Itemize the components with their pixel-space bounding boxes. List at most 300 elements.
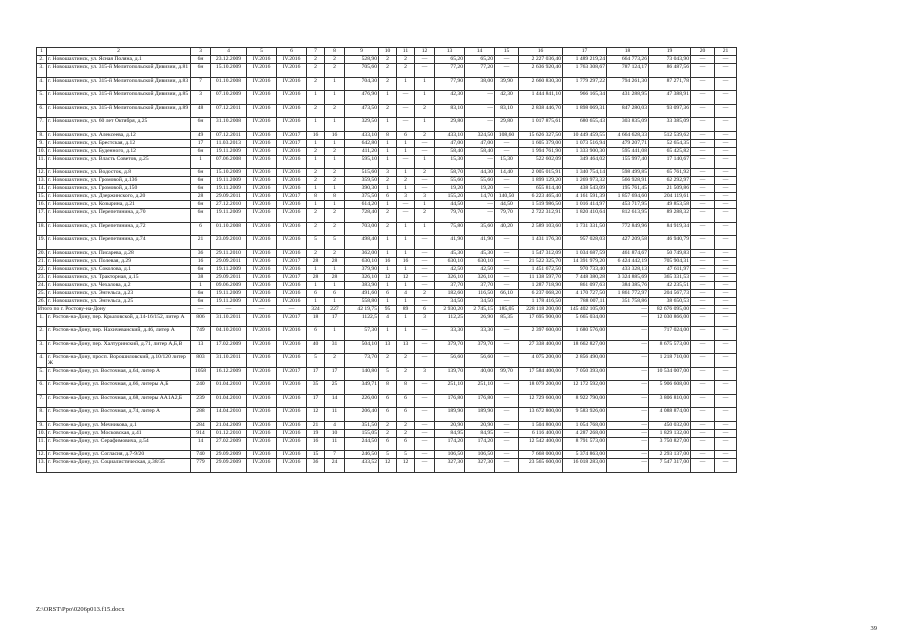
cell-c21: — [715, 56, 737, 64]
table-row [37, 64, 737, 78]
cell-c19: 87 271,78 [649, 77, 691, 91]
cell-c14: 38,00 [465, 77, 495, 91]
cell-c4: 07.10.2009 [211, 91, 247, 105]
cell-c6: IV.2016 [277, 185, 307, 193]
cell-c3: 13 [191, 340, 211, 354]
cell-c10: 1 [379, 297, 397, 305]
address-cell: г. Ростов-на-Дону, пер. Нахичеванский, д.46, литер А [47, 327, 191, 341]
address-cell: г. Новошахтинск, ул. Алексеева, д.12 [47, 131, 191, 139]
cell-c16: 1 444 841,10 [519, 91, 563, 105]
cell-c3: 6н [191, 118, 211, 132]
cell-c19: 2 293 137,00 [649, 451, 691, 459]
row-number: 22. [38, 265, 45, 272]
total-cell-c8: 227 [325, 305, 345, 313]
cell-c14: 56,60 [465, 354, 495, 368]
cell-c5: IV.2016 [247, 64, 277, 78]
cell-c15: — [495, 408, 519, 422]
cell-c12: 1 [415, 91, 435, 105]
cell-c15: — [495, 56, 519, 64]
cell-c17: 1 016 414,97 [563, 201, 607, 209]
cell-c13: 79,70 [435, 209, 465, 223]
cell-c13: 65,20 [435, 56, 465, 64]
cell-c7: 40 [307, 340, 325, 354]
row-number: 15. [38, 193, 45, 199]
cell-c10: 2 [379, 64, 397, 78]
cell-c9: 433,10 [345, 131, 379, 139]
cell-c8: 1 [325, 201, 345, 209]
cell-c10: 12 [379, 273, 397, 281]
cell-c16: 18 079 200,00 [519, 381, 563, 395]
cell-c16: 2 636 920,40 [519, 64, 563, 78]
cell-c20: — [691, 327, 715, 341]
address-cell: г. Ростов-на-Дону, ул. Восточная, д.74, литер А [47, 408, 191, 422]
cell-c13: 37,70 [435, 281, 465, 289]
table-row [37, 437, 737, 451]
cell-c9: 528,90 [345, 56, 379, 64]
cell-c19: 46 940,79 [649, 236, 691, 250]
cell-c17: 438 543,09 [563, 185, 607, 193]
cell-c21: — [715, 185, 737, 193]
cell-c10: 2 [379, 429, 397, 437]
cell-c6: IV.2016 [277, 77, 307, 91]
cell-c21: — [715, 367, 737, 381]
document-file-path: Z:\ORST\Ppo\0206p013.f15.docx [36, 606, 125, 613]
column-number: 5 [247, 48, 277, 56]
address-cell: г. Новошахтинск, ул. 315-й Мелитопольской Дивизии, д.81 [47, 64, 191, 78]
cell-c7: 1 [307, 265, 325, 273]
total-cell-c4: — [211, 305, 247, 313]
address-cell: г. Новошахтинск, ул. Перепетинина, д.70 [47, 209, 191, 223]
cell-c14: 44,30 [465, 169, 495, 177]
cell-c19: 84 919,34 [649, 222, 691, 236]
cell-c5: IV.2016 [247, 381, 277, 395]
cell-c18: — [607, 394, 649, 408]
cell-c13: 189,90 [435, 408, 465, 422]
cell-c3: 779 [191, 459, 211, 473]
cell-c5: IV.2016 [247, 147, 277, 155]
cell-c19: 450 032,00 [649, 421, 691, 429]
cell-c3: 803 [191, 354, 211, 368]
address-cell: г. Новошахтинск, ул. Тракторная, д.15 [47, 273, 191, 281]
cell-c18: 6 424 442,19 [607, 257, 649, 265]
cell-c20: — [691, 381, 715, 395]
row-number: 5. [37, 367, 47, 381]
cell-c4: 15.10.2009 [211, 64, 247, 78]
cell-c20: — [691, 64, 715, 78]
cell-c10: 1 [379, 281, 397, 289]
cell-c13: 44,50 [435, 201, 465, 209]
cell-c4: 29.09.2011 [211, 273, 247, 281]
cell-c10: 2 [379, 177, 397, 185]
cell-c21: — [715, 131, 737, 139]
cell-c4: 23.12.2009 [211, 56, 247, 64]
cell-c9: 244,50 [345, 437, 379, 451]
cell-c15: — [495, 64, 519, 78]
housing-program-table [36, 47, 737, 473]
cell-c7: 5 [307, 236, 325, 250]
cell-c17: 680 655,43 [563, 118, 607, 132]
cell-c13: 55,60 [435, 177, 465, 185]
cell-c4: 01.04.2010 [211, 394, 247, 408]
cell-c6: IV.2016 [277, 56, 307, 64]
column-number: 7 [307, 48, 325, 56]
address-cell: г. Новошахтинск, ул. Дзержинского, д.20 [47, 193, 191, 201]
column-number: 4 [211, 48, 247, 56]
row-number: 6. [37, 104, 47, 118]
cell-c11: 1 [397, 265, 415, 273]
address-cell: г. Новошахтинск, ул. Водосток, д.8 [47, 169, 191, 177]
cell-c18: 453 717,95 [607, 201, 649, 209]
cell-c18: — [607, 340, 649, 354]
total-cell-c18: — [607, 305, 649, 313]
cell-c17: 10 449 459,55 [563, 131, 607, 139]
cell-c12: — [415, 381, 435, 395]
cell-c14: 327,30 [465, 459, 495, 473]
cell-c8: 7 [325, 451, 345, 459]
cell-c15: 14,40 [495, 169, 519, 177]
cell-c4: 15.10.2009 [211, 169, 247, 177]
cell-c16: 2 722 312,91 [519, 209, 563, 223]
cell-c6: IV.2016 [277, 91, 307, 105]
cell-c15: — [495, 394, 519, 408]
cell-c20: — [691, 429, 715, 437]
column-number: 6 [277, 48, 307, 56]
cell-c13: 42,30 [435, 91, 465, 105]
cell-c12: — [415, 354, 435, 368]
cell-c10: 8 [379, 131, 397, 139]
cell-c13: 42,50 [435, 265, 465, 273]
cell-c9: 379,90 [345, 265, 379, 273]
cell-c12: 1 [415, 155, 435, 169]
cell-c10: 2 [379, 421, 397, 429]
cell-c13: 630,10 [435, 257, 465, 265]
cell-c7: 1 [307, 201, 325, 209]
cell-c18: 794 261,30 [607, 77, 649, 91]
cell-c9: 155,05 [345, 429, 379, 437]
cell-c8: 1 [325, 118, 345, 132]
cell-c16: 1 899 129,20 [519, 177, 563, 185]
cell-c14: 176,80 [465, 394, 495, 408]
cell-c14: 77,20 [465, 64, 495, 78]
cell-c8: 2 [325, 147, 345, 155]
cell-c5: IV.2016 [247, 313, 277, 327]
cell-c10: 2 [379, 354, 397, 368]
cell-c7: 1 [307, 155, 325, 169]
cell-c8: 11 [325, 437, 345, 451]
cell-c18: — [607, 313, 649, 327]
table-row [37, 91, 737, 105]
cell-c16: 7 668 000,00 [519, 451, 563, 459]
cell-c12: 2 [415, 131, 435, 139]
row-number: 12. [38, 169, 45, 175]
cell-c17: 957 028,03 [563, 236, 607, 250]
table-row [37, 131, 737, 139]
cell-c12: — [415, 236, 435, 250]
row-number: 11. [37, 155, 47, 169]
cell-c4: 19.11.2009 [211, 177, 247, 185]
cell-c21: — [715, 281, 737, 289]
table-row [37, 104, 737, 118]
column-number: 21 [715, 48, 737, 56]
table-row [37, 429, 737, 437]
cell-c14: 19,20 [465, 185, 495, 193]
cell-c3: 6н [191, 201, 211, 209]
cell-c6: IV.2016 [277, 437, 307, 451]
cell-c18: 1 861 772,97 [607, 289, 649, 297]
cell-c10: 2 [379, 77, 397, 91]
table-row [37, 381, 737, 395]
cell-c9: 73,70 [345, 354, 379, 368]
table-row [37, 222, 737, 236]
cell-c14: 58,40 [465, 147, 495, 155]
cell-c21: — [715, 91, 737, 105]
cell-c3: 749 [191, 327, 211, 341]
cell-c4: 07.12.2011 [211, 104, 247, 118]
cell-c5: IV.2016 [247, 118, 277, 132]
cell-c6: IV.2016 [277, 394, 307, 408]
cell-c11: 6 [397, 437, 415, 451]
column-number: 8 [325, 48, 345, 56]
cell-c17: 1 763 308,67 [563, 64, 607, 78]
cell-c8: 31 [325, 340, 345, 354]
cell-c13: 75,80 [435, 222, 465, 236]
cell-c13: 41,90 [435, 236, 465, 250]
cell-c13: 182,60 [435, 289, 465, 297]
cell-c5: IV.2016 [247, 249, 277, 257]
table-row [37, 209, 737, 223]
cell-c3: 21 [191, 236, 211, 250]
cell-c13: 77,90 [435, 77, 465, 91]
row-number: 9. [37, 421, 47, 429]
row-number: 17. [37, 209, 47, 223]
cell-c19: 3 806 810,00 [649, 394, 691, 408]
cell-c17: 349 464,02 [563, 155, 607, 169]
column-number: 15 [495, 48, 519, 56]
cell-c18: 427 209,58 [607, 236, 649, 250]
cell-c3: 28 [191, 193, 211, 201]
cell-c21: — [715, 265, 737, 273]
table-row [37, 297, 737, 305]
cell-c7: 28 [307, 273, 325, 281]
cell-c3: 740 [191, 451, 211, 459]
cell-c18: 155 997,40 [607, 155, 649, 169]
cell-c8: 2 [325, 169, 345, 177]
cell-c19: 1 218 710,00 [649, 354, 691, 368]
cell-c5: IV.2016 [247, 421, 277, 429]
cell-c3: 6н [191, 147, 211, 155]
cell-c6: IV.2016 [277, 155, 307, 169]
cell-c21: — [715, 64, 737, 78]
cell-c6: IV.2017 [277, 139, 307, 147]
address-cell: г. Новошахтинск, ул. Козырина, д.21 [47, 201, 191, 209]
cell-c5: IV.2016 [247, 327, 277, 341]
column-number: 19 [649, 48, 691, 56]
cell-c16: 1 431 176,30 [519, 236, 563, 250]
cell-c3: 1 [191, 155, 211, 169]
cell-c18: — [607, 421, 649, 429]
table-row [37, 147, 737, 155]
cell-c15: — [495, 177, 519, 185]
cell-c11: 1 [397, 222, 415, 236]
cell-c17: 4 287 268,00 [563, 429, 607, 437]
cell-c10: 1 [379, 249, 397, 257]
cell-c15: 39,90 [495, 77, 519, 91]
cell-c20: — [691, 222, 715, 236]
cell-c13: 379,70 [435, 340, 465, 354]
cell-c12: — [415, 177, 435, 185]
column-number: 20 [691, 48, 715, 56]
cell-c10: 1 [379, 118, 397, 132]
cell-c13: 45,30 [435, 249, 465, 257]
cell-c21: — [715, 459, 737, 473]
cell-c18: 303 835,09 [607, 118, 649, 132]
cell-c18: 195 761,45 [607, 185, 649, 193]
cell-c14: 174,20 [465, 437, 495, 451]
cell-c6: IV.2016 [277, 147, 307, 155]
cell-c6: IV.2016 [277, 281, 307, 289]
row-number: 4. [37, 354, 47, 368]
total-cell-c11: 89 [397, 305, 415, 313]
cell-c15: 29,80 [495, 118, 519, 132]
cell-c14: 47,00 [465, 139, 495, 147]
cell-c19: 65 425,82 [649, 147, 691, 155]
cell-c15: 15,30 [495, 155, 519, 169]
cell-c14: 84,95 [465, 429, 495, 437]
cell-c5: IV.2016 [247, 185, 277, 193]
cell-c9: 329,50 [345, 118, 379, 132]
cell-c20: — [691, 451, 715, 459]
cell-c19: 42 235,51 [649, 281, 691, 289]
cell-c11: 1 [397, 281, 415, 289]
cell-c10: 2 [379, 104, 397, 118]
cell-c13: 106,50 [435, 451, 465, 459]
cell-c11: 1 [397, 139, 415, 147]
cell-c14: 65,20 [465, 56, 495, 64]
cell-c5: IV.2016 [247, 297, 277, 305]
cell-c15: — [495, 421, 519, 429]
cell-c8: 25 [325, 381, 345, 395]
cell-c18: 787 124,17 [607, 64, 649, 78]
cell-c19: 3 750 827,00 [649, 437, 691, 451]
cell-c13: 326,10 [435, 273, 465, 281]
cell-c20: — [691, 265, 715, 273]
cell-c14: 55,60 [465, 177, 495, 185]
cell-c16: 1 178 416,50 [519, 297, 563, 305]
cell-c8: 24 [325, 459, 345, 473]
row-number: 9. [37, 139, 47, 147]
column-number: 2 [47, 48, 191, 56]
cell-c14: — [465, 155, 495, 169]
cell-c17: 9 583 926,00 [563, 408, 607, 422]
cell-c15: — [495, 147, 519, 155]
column-number: 16 [519, 48, 563, 56]
address-cell: г. Ростов-на-Дону, пер. Халтуринский, д.71, литер А,Б,В [47, 340, 191, 354]
cell-c14: 326,10 [465, 273, 495, 281]
cell-c17: 970 733,40 [563, 265, 607, 273]
cell-c20: — [691, 193, 715, 201]
cell-c18: — [607, 451, 649, 459]
cell-c11: 3 [397, 193, 415, 201]
cell-c18: 431 288,95 [607, 91, 649, 105]
cell-c16: 655 814,40 [519, 185, 563, 193]
cell-c7: 18 [307, 313, 325, 327]
address-cell: г. Ростов-на-Дону, ул. Серафимовича, д.54 [47, 437, 191, 451]
cell-c14: 42,50 [465, 265, 495, 273]
cell-c5: IV.2016 [247, 257, 277, 265]
cell-c4: 19.11.2009 [211, 297, 247, 305]
cell-c19: 89 288,32 [649, 209, 691, 223]
cell-c12: — [415, 147, 435, 155]
row-number: 2. [37, 327, 47, 341]
address-cell: г. Ростов-на-Дону, ул. Восточная, д.68, литеры АА1А2,Б [47, 394, 191, 408]
row-number: 7. [37, 118, 47, 132]
cell-c3: 288 [191, 408, 211, 422]
address-cell: г. Новошахтинск, ул. 315-й Мелитопольской Дивизии, д.85 [47, 91, 191, 105]
cell-c18: 664 773,26 [607, 56, 649, 64]
cell-c7: 2 [307, 104, 325, 118]
cell-c3: 6н [191, 265, 211, 273]
cell-c15: 79,70 [495, 209, 519, 223]
cell-c3: 7 [191, 77, 211, 91]
cell-c7: 2 [307, 64, 325, 78]
cell-c7: 2 [307, 147, 325, 155]
row-number: 3. [37, 340, 47, 354]
cell-c11: 2 [397, 354, 415, 368]
cell-c3: 49 [191, 131, 211, 139]
cell-c10: 2 [379, 209, 397, 223]
cell-c13: 139,70 [435, 367, 465, 381]
cell-c20: — [691, 118, 715, 132]
cell-c11: 1 [397, 297, 415, 305]
cell-c21: — [715, 289, 737, 297]
cell-c11: 2 [397, 367, 415, 381]
cell-c9: 558,80 [345, 297, 379, 305]
cell-c7: 19 [307, 429, 325, 437]
cell-c12: — [415, 408, 435, 422]
cell-c12: — [415, 459, 435, 473]
cell-c18: 433 328,13 [607, 265, 649, 273]
cell-c21: — [715, 394, 737, 408]
table-row [37, 459, 737, 473]
address-cell: г. Новошахтинск, ул. Брестская, д.12 [47, 139, 191, 147]
cell-c8: 2 [325, 249, 345, 257]
cell-c13: 83,10 [435, 104, 465, 118]
cell-c11: — [397, 118, 415, 132]
cell-c4: 29.11.2010 [211, 249, 247, 257]
cell-c20: — [691, 177, 715, 185]
cell-c10: 4 [379, 313, 397, 327]
cell-c16: 1 504 800,00 [519, 421, 563, 429]
cell-c15: — [495, 340, 519, 354]
cell-c3: 1 [191, 281, 211, 289]
cell-c3: 6н [191, 209, 211, 223]
table-row [37, 118, 737, 132]
cell-c21: — [715, 139, 737, 147]
cell-c13: 84,95 [435, 429, 465, 437]
cell-c12: — [415, 451, 435, 459]
cell-c4: 31.10.2008 [211, 118, 247, 132]
cell-c16: 1 994 761,90 [519, 147, 563, 155]
cell-c20: — [691, 236, 715, 250]
cell-c17: 16 018 283,00 [563, 459, 607, 473]
cell-c21: — [715, 147, 737, 155]
cell-c4: 19.11.2009 [211, 147, 247, 155]
cell-c11: 2 [397, 429, 415, 437]
cell-c5: IV.2016 [247, 459, 277, 473]
cell-c4: 04.10.2010 [211, 327, 247, 341]
cell-c20: — [691, 340, 715, 354]
cell-c9: 351,50 [345, 421, 379, 429]
